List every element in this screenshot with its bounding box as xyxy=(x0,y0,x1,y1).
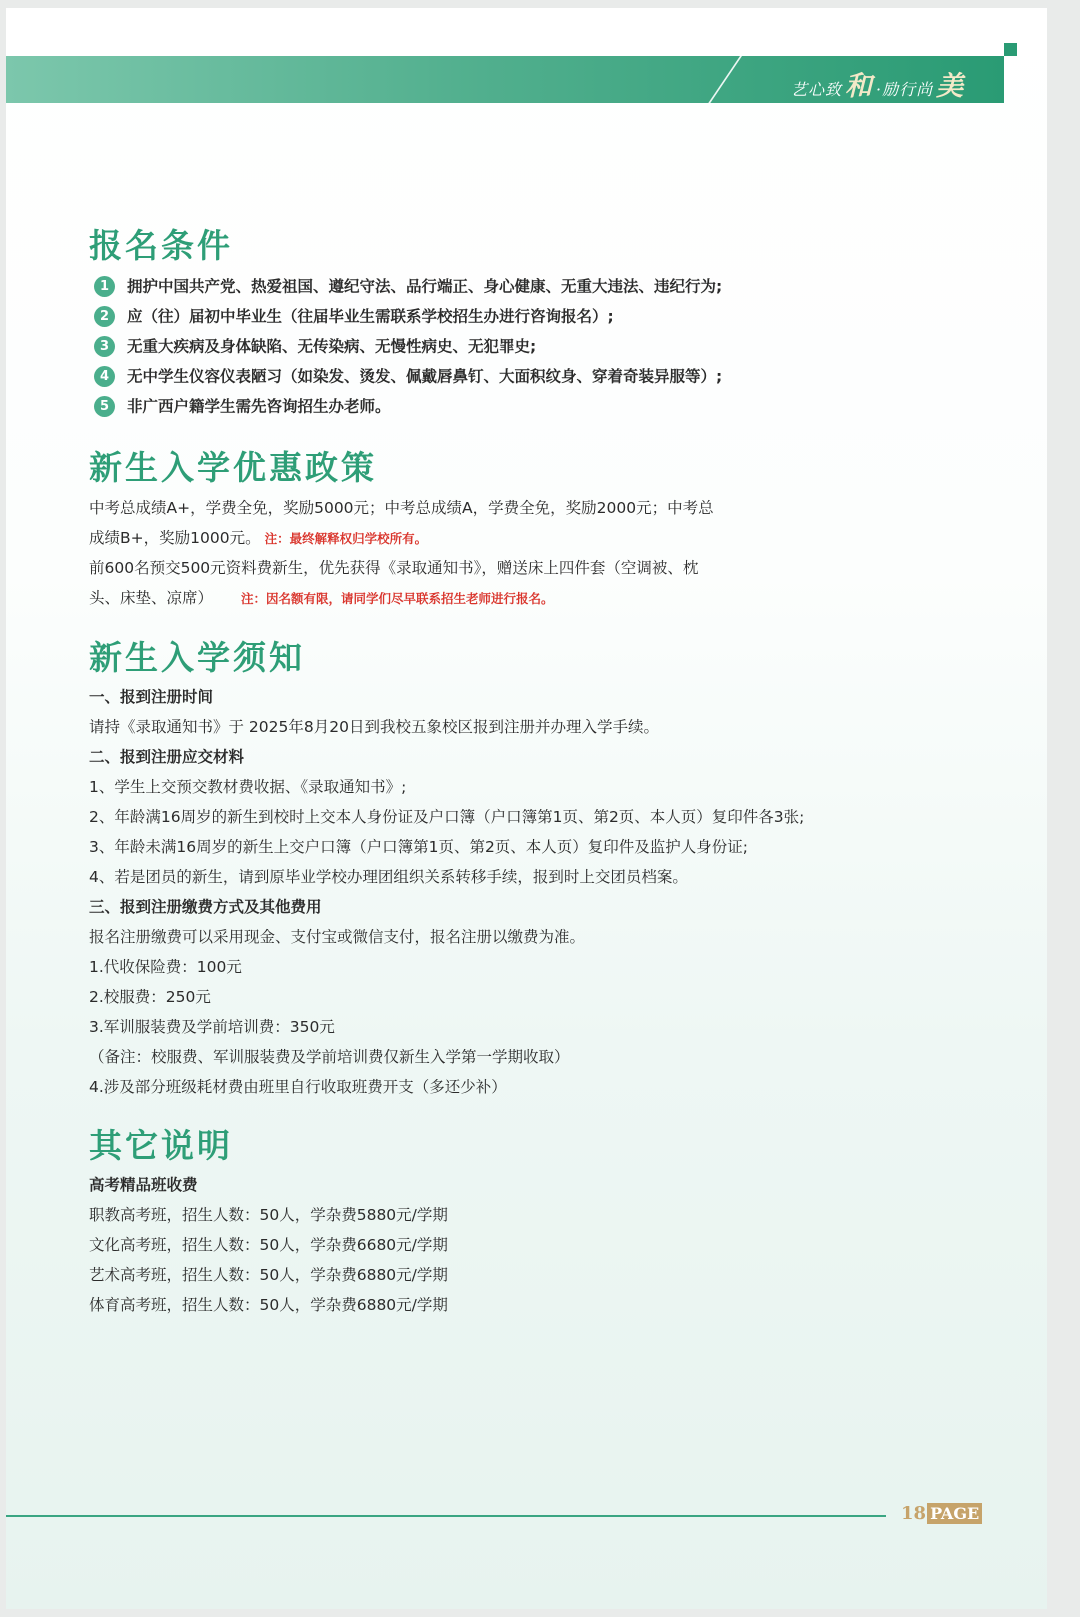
condition-item: 5 非广西户籍学生需先咨询招生办老师。 xyxy=(94,395,391,418)
corner-square-decoration xyxy=(1004,43,1017,56)
condition-item: 2 应（往）届初中毕业生（往届毕业生需联系学校招生办进行咨询报名）; xyxy=(94,305,614,328)
list-item: 3、年龄未满16周岁的新生上交户口簿（户口簿第1页、第2页、本人页）复印件及监护人身份证; xyxy=(89,838,749,856)
policy-line: 中考总成绩A+，学费全免，奖励5000元；中考总成绩A，学费全免，奖励2000元；中考总 xyxy=(89,499,714,517)
list-item: 2、年龄满16周岁的新生到校时上交本人身份证及户口簿（户口簿第1页、第2页、本人页）复印件各3张; xyxy=(89,808,805,826)
number-badge-icon: 3 xyxy=(94,336,115,357)
fee-item: 职教高考班，招生人数：50人，学杂费5880元/学期 xyxy=(89,1206,448,1224)
footer-divider xyxy=(6,1515,886,1517)
slogan-part2: ·励行尚 xyxy=(876,80,934,99)
policy-line: 前600名预交500元资料费新生，优先获得《录取通知书》，赠送床上四件套（空调被、枕 xyxy=(89,559,699,577)
policy-note: 注：因名额有限，请同学们尽早联系招生老师进行报名。 xyxy=(241,591,554,606)
section-title-discount-policy: 新生入学优惠政策 xyxy=(89,448,377,487)
policy-note: 注：最终解释权归学校所有。 xyxy=(264,531,428,546)
notice-line: 请持《录取通知书》于 2025年8月20日到我校五象校区报到注册并办理入学手续。 xyxy=(89,718,659,736)
slogan-part1: 艺心致 xyxy=(791,80,843,99)
policy-line: 成绩B+，奖励1000元。 注：最终解释权归学校所有。 xyxy=(89,529,428,547)
list-item: 4、若是团员的新生，请到原毕业学校办理团组织关系转移手续，报到时上交团员档案。 xyxy=(89,868,688,886)
list-item: （备注：校服费、军训服装费及学前培训费仅新生入学第一学期收取） xyxy=(89,1048,570,1066)
list-item: 4.涉及部分班级耗材费由班里自行收取班费开支（多还少补） xyxy=(89,1078,507,1096)
list-item: 1.代收保险费：100元 xyxy=(89,958,242,976)
section-title-other-notes: 其它说明 xyxy=(89,1126,233,1165)
number-badge-icon: 4 xyxy=(94,366,115,387)
section-title-enrollment-conditions: 报名条件 xyxy=(89,226,233,265)
header-slash-decoration xyxy=(705,56,742,108)
header-slogan xyxy=(791,64,967,103)
subheading-registration-time: 一、报到注册时间 xyxy=(89,688,214,706)
page-number: 18 PAGE xyxy=(901,1503,982,1524)
slogan-big1: 和 xyxy=(845,71,874,102)
condition-item: 1 拥护中国共产党、热爱祖国、遵纪守法、品行端正、身心健康、无重大违法、违纪行为; xyxy=(94,275,722,298)
condition-item: 3 无重大疾病及身体缺陷、无传染病、无慢性病史、无犯罪史; xyxy=(94,335,536,358)
fee-item: 体育高考班，招生人数：50人，学杂费6880元/学期 xyxy=(89,1296,448,1314)
list-item: 2.校服费：250元 xyxy=(89,988,211,1006)
subheading-gaokao-fees: 高考精品班收费 xyxy=(89,1176,198,1194)
number-badge-icon: 2 xyxy=(94,306,115,327)
condition-item: 4 无中学生仪容仪表陋习（如染发、烫发、佩戴唇鼻钉、大面积纹身、穿着奇装异服等）; xyxy=(94,365,722,388)
slogan-big2: 美 xyxy=(936,71,965,102)
list-item: 报名注册缴费可以采用现金、支付宝或微信支付，报名注册以缴费为准。 xyxy=(89,928,586,946)
list-item: 1、学生上交预交教材费收据、《录取通知书》; xyxy=(89,778,407,796)
subheading-payment: 三、报到注册缴费方式及其他费用 xyxy=(89,898,322,916)
fee-item: 文化高考班，招生人数：50人，学杂费6680元/学期 xyxy=(89,1236,448,1254)
number-badge-icon: 5 xyxy=(94,396,115,417)
fee-item: 艺术高考班，招生人数：50人，学杂费6880元/学期 xyxy=(89,1266,448,1284)
subheading-materials: 二、报到注册应交材料 xyxy=(89,748,245,766)
list-item: 3.军训服装费及学前培训费：350元 xyxy=(89,1018,335,1036)
page-label: PAGE xyxy=(927,1503,982,1524)
brochure-page xyxy=(6,8,1047,1609)
policy-line: 头、床垫、凉席） 注：因名额有限，请同学们尽早联系招生老师进行报名。 xyxy=(89,589,554,607)
number-badge-icon: 1 xyxy=(94,276,115,297)
section-title-admission-notice: 新生入学须知 xyxy=(89,638,305,677)
